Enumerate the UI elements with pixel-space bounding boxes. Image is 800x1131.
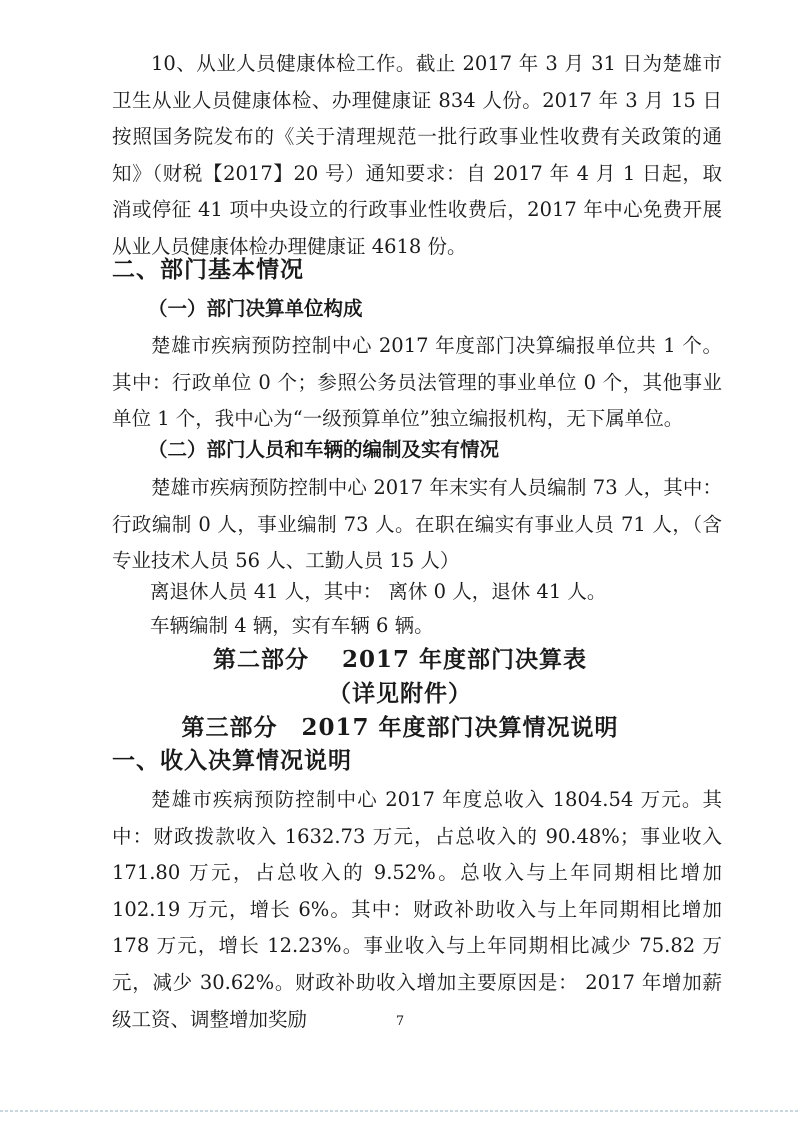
vehicle-line: 车辆编制 4 辆，实有车辆 6 辆。 — [150, 614, 434, 637]
paragraph-staff: 楚雄市疾病预防控制中心 2017 年末实有人员编制 73 人，其中：行政编制 0 人，事业编制 73 人。在职在编实有事业人员 71 人，（含专业技术人员 56 人、工勤人员 15 人） — [112, 476, 722, 573]
section-heading-income: 一、收入决算情况说明 — [112, 747, 352, 774]
section-heading-basic-info: 二、部门基本情况 — [112, 256, 304, 283]
paragraph-health-exam: 10、从业人员健康体检工作。截止 2017 年 3 月 31 日为楚雄市卫生从业人员健康体检、办理健康证 834 人份。2017 年 3 月 15 日按照国务院发布的《关于清理规范一批行政事业性收费有关政策的通知》（财税【2017】20 号）通知要求：自 2017 年 4 月 1 日起，取消或停征 41 项中央设立的行政事业性收费后，2017 年中心免费开展从业人员健康体检办理健康证 4618 份。 — [112, 52, 722, 258]
paragraph-income: 楚雄市疾病预防控制中心 2017 年度总收入 1804.54 万元。其中：财政拨款收入 1632.73 万元，占总收入的 90.48%；事业收入 171.80 万元，占总收入的 9.52%。总收入与上年同期相比增加 102.19 万元，增长 6%。其中：财政补助收入与上年同期相比增加 178 万元，增长 12.23%。事业收入与上年同期相比减少 75.82 万元，减少 30.62%。财政补助收入增加主要原因是： 2017 年增加薪级工资、调整增加奖励 — [112, 788, 722, 1031]
subheading-staff-vehicles: （二）部门人员和车辆的编制及实有情况 — [148, 438, 500, 461]
paragraph-unit-composition: 楚雄市疾病预防控制中心 2017 年度部门决算编报单位共 1 个。其中：行政单位 0 个；参照公务员法管理的事业单位 0 个，其他事业单位 1 个，我中心为“一级预算单位”独立编报机构，无下属单位。 — [112, 334, 722, 431]
subheading-unit-composition: （一）部门决算单位构成 — [148, 297, 363, 320]
page-number: 7 — [395, 1014, 405, 1029]
part2-subtitle: （详见附件） — [328, 680, 472, 707]
part3-title: 第三部分 2017 年度部门决算情况说明 — [181, 714, 619, 741]
part2-title: 第二部分 2017 年度部门决算表 — [212, 646, 588, 673]
scan-footer-rule — [0, 1110, 800, 1112]
retired-staff-line: 离退休人员 41 人，其中： 离休 0 人，退休 41 人。 — [150, 580, 607, 603]
